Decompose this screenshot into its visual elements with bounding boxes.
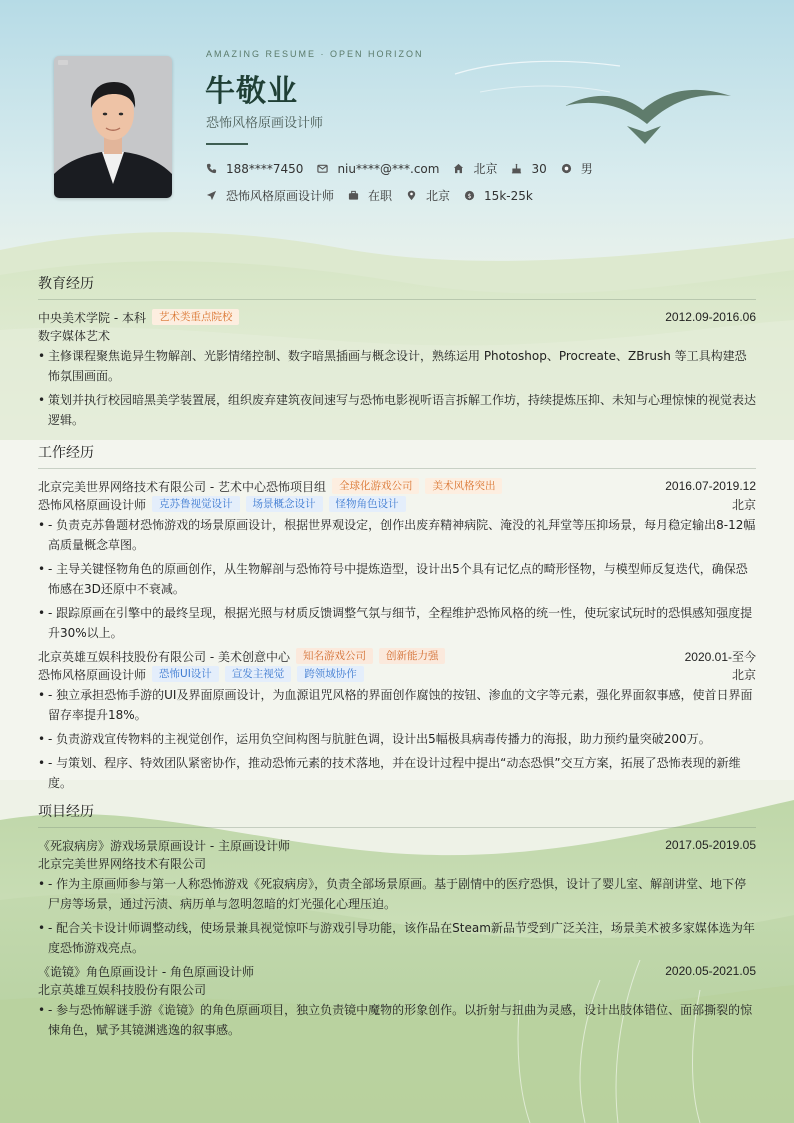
- status-text: 在职: [368, 189, 393, 203]
- project-company: 北京英雄互娱科技股份有限公司: [38, 982, 207, 997]
- info-salary: [464, 189, 533, 203]
- briefcase-icon: [348, 190, 359, 201]
- info-home: [453, 160, 497, 177]
- job-date: 2020.01-至今: [684, 649, 756, 664]
- candidate-title: 恐怖风格原画设计师: [206, 116, 324, 131]
- project-bullets: [38, 874, 756, 958]
- company-tag: 全球化游戏公司: [332, 478, 420, 494]
- project-row: [38, 836, 756, 854]
- project-row: [38, 962, 756, 980]
- skill-tag: 怪物角色设计: [329, 496, 406, 512]
- project-name: 《诡镜》角色原画设计 - 角色原画设计师: [38, 964, 254, 979]
- company-tag: 知名游戏公司: [296, 648, 373, 664]
- age-text: 30: [531, 161, 547, 176]
- list-item: • - 跟踪原画在引擎中的最终呈现，根据光照与材质反馈调整气氛与细节，全程维护恐怖风格的统一性，使玩家试玩时的恐惧感知强度提升30%以上。: [38, 603, 756, 643]
- info-intent: [206, 187, 334, 204]
- project-date: 2020.05-2021.05: [665, 964, 756, 978]
- info-age: [511, 162, 546, 176]
- list-item: • - 主导关键怪物角色的原画创作，从生物解剖与恐怖符号中提炼造型，设计出5个具有记忆点的畸形怪物，与模型师反复迭代，确保恐怖感在3D还原中不衰减。: [38, 559, 756, 599]
- education-row: [38, 308, 756, 326]
- job-role: 恐怖风格原画设计师: [38, 667, 147, 682]
- info-email: [317, 162, 439, 176]
- projects-title: 项目经历: [38, 801, 756, 828]
- job-role-row: [38, 665, 756, 683]
- info-gender: [561, 160, 593, 177]
- job-role-row: [38, 495, 756, 513]
- salary-text: 15k-25k: [484, 188, 533, 203]
- project-name: 《死寂病房》游戏场景原画设计 - 主原画设计师: [38, 838, 290, 853]
- job-row: [38, 647, 756, 665]
- job-bullets: [38, 515, 756, 643]
- education-date: 2012.09-2016.06: [665, 310, 756, 324]
- home-icon: [453, 163, 464, 174]
- intent-text: 恐怖风格原画设计师: [226, 189, 335, 203]
- info-phone: [206, 162, 303, 176]
- list-item: • - 负责游戏宣传物料的主视觉创作，运用负空间构图与肮脏色调，设计出5幅极具病毒传播力的海报，助力预约量突破200万。: [38, 729, 756, 749]
- list-item: • - 配合关卡设计师调整动线，使场景兼具视觉惊吓与游戏引导功能，该作品在Steam新品节受到广泛关注，场景美术被多家媒体选为年度恐怖游戏亮点。: [38, 918, 756, 958]
- project-company-row: [38, 854, 756, 872]
- list-item: • - 作为主原画师参与第一人称恐怖游戏《死寂病房》，负责全部场景原画。基于剧情中的医疗恐惧，设计了婴儿室、解剖讲堂、地下停尸房等场景，通过污渍、病历单与忽明忽暗的灯光强化心理压迫。: [38, 874, 756, 914]
- list-item: • - 独立承担恐怖手游的UI及界面原画设计，为血源诅咒风格的界面创作腐蚀的按钮、渗血的文字等元素，强化界面叙事感，使首日界面留存率提升18%。: [38, 685, 756, 725]
- header-divider: [206, 143, 248, 145]
- education-section: [38, 273, 756, 434]
- contact-info-row: [206, 160, 607, 177]
- email-text: niu****@***.com: [337, 161, 440, 176]
- company-tag: 创新能力强: [379, 648, 446, 664]
- company-name: 北京完美世界网络技术有限公司 - 艺术中心恐怖项目组: [38, 479, 326, 494]
- education-major-row: [38, 326, 756, 344]
- skill-tag: 场景概念设计: [246, 496, 323, 512]
- bird-logo-icon: [565, 84, 731, 146]
- work-section: [38, 442, 756, 797]
- phone-icon: [206, 163, 217, 174]
- skill-tag: 宣发主视觉: [225, 666, 292, 682]
- job-row: [38, 477, 756, 495]
- list-item: • - 与策划、程序、特效团队紧密协作，推动恐怖元素的技术落地，并在设计过程中提出“动态恐惧”交互方案，拓展了恐怖表现的新维度。: [38, 753, 756, 793]
- projects-section: [38, 801, 756, 1044]
- project-company-row: [38, 980, 756, 998]
- mail-icon: [317, 163, 328, 174]
- skill-tag: 跨领域协作: [297, 666, 364, 682]
- svg-text:$: $: [467, 191, 472, 200]
- work-title: 工作经历: [38, 442, 756, 469]
- skill-tag: 克苏鲁视觉设计: [152, 496, 240, 512]
- info-city: [406, 187, 450, 204]
- list-item: • - 负责克苏鲁题材恐怖游戏的场景原画设计，根据世界观设定，创作出废弃精神病院、淹没的礼拜堂等压抑场景，每月稳定输出8-12幅高质量概念草图。: [38, 515, 756, 555]
- skill-tag: 恐怖UI设计: [152, 666, 219, 682]
- cake-icon: [511, 163, 522, 174]
- list-item: • 策划并执行校园暗黑美学装置展，组织废弃建筑夜间速写与恐怖电影视听语言拆解工作坊，持续提炼压抑、未知与心理惊悚的视觉表达逻辑。: [38, 390, 756, 430]
- gender-text: 男: [580, 162, 593, 176]
- school-name: 中央美术学院 - 本科: [38, 310, 146, 325]
- project-date: 2017.05-2019.05: [665, 838, 756, 852]
- job-role: 恐怖风格原画设计师: [38, 497, 147, 512]
- job-intent-row: [206, 187, 547, 204]
- job-location: 北京: [731, 667, 756, 682]
- resume-subtitle: AMAZING RESUME · OPEN HORIZON: [206, 49, 424, 59]
- list-item: • 主修课程聚焦诡异生物解剖、光影情绪控制、数字暗黑插画与概念设计，熟练运用 Photoshop、Procreate、ZBrush 等工具构建恐怖氛围画面。: [38, 346, 756, 386]
- city-text: 北京: [426, 189, 451, 203]
- list-item: • - 参与恐怖解谜手游《诡镜》的角色原画项目，独立负责镜中魔物的形象创作。以折射与扭曲为灵感，设计出肢体错位、面部撕裂的惊悚角色，赋予其镜渊逃逸的叙事感。: [38, 1000, 756, 1040]
- school-tag: 艺术类重点院校: [152, 309, 240, 325]
- home-text: 北京: [473, 162, 498, 176]
- location-icon: [406, 190, 417, 201]
- avatar-photo: [54, 56, 172, 198]
- gender-icon: [561, 163, 572, 174]
- salary-icon: [464, 190, 475, 201]
- phone-text: 188****7450: [226, 161, 304, 176]
- company-tag: 美术风格突出: [425, 478, 502, 494]
- job-bullets: [38, 685, 756, 793]
- job-location: 北京: [731, 497, 756, 512]
- info-status: [348, 187, 392, 204]
- send-icon: [206, 190, 217, 201]
- education-title: 教育经历: [38, 273, 756, 300]
- job-date: 2016.07-2019.12: [665, 479, 756, 493]
- candidate-name: 牛敬业: [205, 74, 298, 109]
- project-bullets: [38, 1000, 756, 1040]
- company-name: 北京英雄互娱科技股份有限公司 - 美术创意中心: [38, 649, 290, 664]
- education-bullets: [38, 346, 756, 430]
- major-name: 数字媒体艺术: [38, 328, 111, 343]
- project-company: 北京完美世界网络技术有限公司: [38, 856, 207, 871]
